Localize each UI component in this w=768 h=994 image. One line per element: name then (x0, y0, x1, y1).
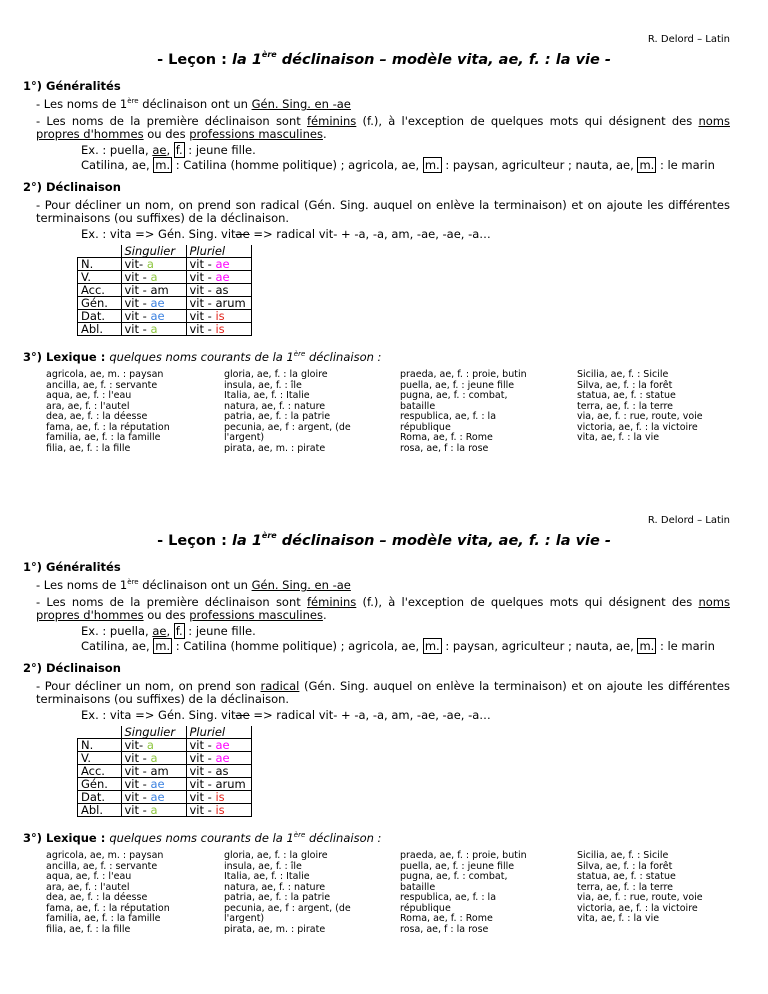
generalites-line-3: propres d'hommes ou des professions masculines. (36, 608, 327, 622)
lesson-title: - Leçon : la 1ère déclinaison – modèle vita, ae, f. : la vie - (157, 531, 611, 549)
generalites-line-1: - Les noms de 1ère déclinaison ont un Gén. Sing. en -ae (36, 578, 351, 592)
list-item: pirata, ae, m. : pirate (224, 442, 326, 454)
list-item: dea, ae, f. : la déesse (46, 411, 148, 422)
list-item: pirata, ae, m. : pirate (224, 923, 326, 935)
page-copy-1 (0, 0, 768, 480)
generalites-line-2: - Les noms de la première déclinaison sont féminins (f.), à l'exception de quelques mots qui désignent des noms (36, 595, 730, 609)
table-row: Dat. vit - ae vit - is (78, 310, 252, 323)
list-item: terra, ae, f. : la terre (577, 400, 674, 412)
example-vita: Ex. : vita => Gén. Sing. vitae => radical vit- + -a, -a, am, -ae, -ae, -a… (81, 227, 491, 241)
list-item: pecunia, ae, f : argent, (de (224, 421, 351, 433)
generalites-line-1: - Les noms de 1ère déclinaison ont un Gén. Sing. en -ae (36, 97, 351, 111)
list-item: ancilla, ae, f. : servante (46, 379, 158, 391)
list-item: gloria, ae, f. : la gloire (224, 369, 328, 380)
header-pluriel: Pluriel (186, 726, 251, 739)
list-item: statua, ae, f. : statue (577, 390, 676, 401)
section-generalites-heading: 1°) Généralités (23, 79, 121, 93)
list-item: respublica, ae, f. : la (400, 411, 497, 422)
lexique-column-1 (46, 370, 170, 454)
list-item: natura, ae, f. : nature (224, 400, 326, 412)
list-item: Silva, ae, f. : la forêt (577, 379, 673, 391)
header-singulier: Singulier (121, 726, 186, 739)
list-item: filia, ae, f. : la fille (46, 923, 131, 935)
section-declinaison-heading: 2°) Déclinaison (23, 180, 121, 194)
list-item: ancilla, ae, f. : servante (46, 860, 158, 872)
list-item: fama, ae, f. : la réputation (46, 902, 170, 914)
table-row: Dat. vit - ae vit - is (78, 791, 252, 804)
author-header: R. Delord – Latin (647, 34, 730, 45)
section-declinaison-heading: 2°) Déclinaison (23, 661, 121, 675)
list-item: aqua, ae, f. : l'eau (46, 390, 132, 401)
table-header-row (78, 726, 252, 739)
declinaison-line-2: terminaisons (ou suffixes) de la déclinaison. (36, 692, 290, 706)
generalites-line-2: - Les noms de la première déclinaison sont féminins (f.), à l'exception de quelques mots qui désignent des noms (36, 114, 730, 128)
list-item: victoria, ae, f. : la victoire (577, 421, 698, 433)
lexique-column-4 (577, 851, 703, 925)
list-item: vita, ae, f. : la vie (577, 913, 660, 924)
list-item: fama, ae, f. : la réputation (46, 421, 170, 433)
lexique-column-4 (577, 370, 703, 444)
list-item: Sicilia, ae, f. : Sicile (577, 850, 669, 861)
table-row: Gén. vit - ae vit - arum (78, 778, 252, 791)
list-item: pugna, ae, f. : combat, (400, 390, 508, 401)
table-row: Abl. vit - a vit - is (78, 804, 252, 817)
list-item: puella, ae, f. : jeune fille (400, 860, 515, 872)
declinaison-line-2: terminaisons (ou suffixes) de la déclinaison. (36, 211, 290, 225)
list-item: filia, ae, f. : la fille (46, 442, 131, 454)
list-item: patria, ae, f. : la patrie (224, 411, 331, 422)
list-item: statua, ae, f. : statue (577, 871, 676, 882)
list-item: l'argent) (224, 913, 265, 924)
list-item: insula, ae, f. : île (224, 379, 302, 391)
list-item: agricola, ae, m. : paysan (46, 850, 164, 861)
example-puella: Ex. : puella, ae, f. : jeune fille. (81, 143, 256, 157)
example-puella: Ex. : puella, ae, f. : jeune fille. (81, 624, 256, 638)
lexique-column-1 (46, 851, 170, 935)
table-row: Gén. vit - ae vit - arum (78, 297, 252, 310)
list-item: praeda, ae, f. : proie, butin (400, 369, 527, 380)
list-item: Roma, ae, f. : Rome (400, 432, 493, 443)
list-item: pecunia, ae, f : argent, (de (224, 902, 351, 914)
example-catilina: Catilina, ae, m. : Catilina (homme politique) ; agricola, ae, m. : paysan, agriculteur ; nauta, ae, m. : le marin (81, 639, 715, 653)
list-item: familia, ae, f. : la famille (46, 913, 161, 924)
example-vita: Ex. : vita => Gén. Sing. vitae => radical vit- + -a, -a, am, -ae, -ae, -a… (81, 708, 491, 722)
page-copy-2 (0, 481, 768, 961)
list-item: dea, ae, f. : la déesse (46, 892, 148, 903)
list-item: natura, ae, f. : nature (224, 881, 326, 893)
list-item: rosa, ae, f : la rose (400, 923, 489, 935)
declinaison-line-1: - Pour décliner un nom, on prend son radical (Gén. Sing. auquel on enlève la terminaison) et on ajoute les différentes (36, 198, 730, 212)
list-item: familia, ae, f. : la famille (46, 432, 161, 443)
section-lexique-heading: 3°) Lexique : quelques noms courants de la 1ère déclinaison : (23, 350, 382, 364)
list-item: gloria, ae, f. : la gloire (224, 850, 328, 861)
lexique-column-3 (400, 370, 527, 454)
author-header: R. Delord – Latin (647, 515, 730, 526)
section-generalites-heading: 1°) Généralités (23, 560, 121, 574)
header-pluriel: Pluriel (186, 245, 251, 258)
list-item: via, ae, f. : rue, route, voie (577, 892, 703, 903)
list-item: Italia, ae, f. : Italie (224, 871, 310, 882)
list-item: aqua, ae, f. : l'eau (46, 871, 132, 882)
list-item: pugna, ae, f. : combat, (400, 871, 508, 882)
list-item: patria, ae, f. : la patrie (224, 892, 331, 903)
list-item: l'argent) (224, 432, 265, 443)
declension-table (77, 726, 252, 817)
list-item: république (400, 421, 451, 433)
list-item: bataille (400, 400, 436, 412)
list-item: ara, ae, f. : l'autel (46, 400, 130, 412)
list-item: Italia, ae, f. : Italie (224, 390, 310, 401)
list-item: praeda, ae, f. : proie, butin (400, 850, 527, 861)
generalites-line-3: propres d'hommes ou des professions masculines. (36, 127, 327, 141)
declension-table (77, 245, 252, 336)
list-item: vita, ae, f. : la vie (577, 432, 660, 443)
table-row: V. vit - a vit - ae (78, 271, 252, 284)
table-row: Acc. vit - am vit - as (78, 284, 252, 297)
lesson-title: - Leçon : la 1ère déclinaison – modèle vita, ae, f. : la vie - (157, 50, 611, 68)
list-item: république (400, 902, 451, 914)
lexique-column-2 (224, 370, 351, 454)
list-item: Roma, ae, f. : Rome (400, 913, 493, 924)
list-item: ara, ae, f. : l'autel (46, 881, 130, 893)
table-row: N. vit- a vit - ae (78, 739, 252, 752)
table-row: Abl. vit - a vit - is (78, 323, 252, 336)
table-row: V. vit - a vit - ae (78, 752, 252, 765)
table-header-row (78, 245, 252, 258)
lexique-column-2 (224, 851, 351, 935)
table-row: Acc. vit - am vit - as (78, 765, 252, 778)
list-item: insula, ae, f. : île (224, 860, 302, 872)
declinaison-line-1: - Pour décliner un nom, on prend son radical (Gén. Sing. auquel on enlève la terminaison) et on ajoute les différentes (36, 679, 730, 693)
list-item: Silva, ae, f. : la forêt (577, 860, 673, 872)
list-item: terra, ae, f. : la terre (577, 881, 674, 893)
section-lexique-heading: 3°) Lexique : quelques noms courants de la 1ère déclinaison : (23, 831, 382, 845)
list-item: victoria, ae, f. : la victoire (577, 902, 698, 914)
example-catilina: Catilina, ae, m. : Catilina (homme politique) ; agricola, ae, m. : paysan, agriculteur ; nauta, ae, m. : le marin (81, 158, 715, 172)
list-item: puella, ae, f. : jeune fille (400, 379, 515, 391)
lexique-column-3 (400, 851, 527, 935)
header-singulier: Singulier (121, 245, 186, 258)
table-row: N. vit- a vit - ae (78, 258, 252, 271)
list-item: via, ae, f. : rue, route, voie (577, 411, 703, 422)
list-item: agricola, ae, m. : paysan (46, 369, 164, 380)
list-item: Sicilia, ae, f. : Sicile (577, 369, 669, 380)
list-item: respublica, ae, f. : la (400, 892, 497, 903)
list-item: rosa, ae, f : la rose (400, 442, 489, 454)
list-item: bataille (400, 881, 436, 893)
